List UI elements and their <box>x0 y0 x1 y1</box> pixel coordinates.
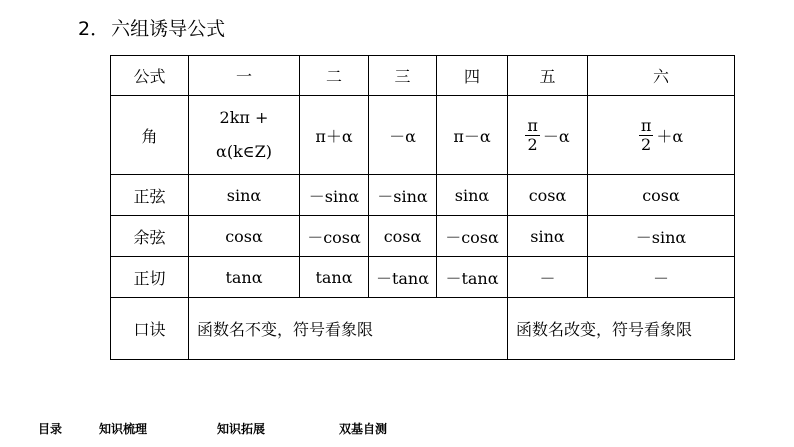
fraction-rest: ＋α <box>656 127 684 146</box>
angle-cell-3: －α <box>369 96 437 175</box>
angle-row <box>111 96 735 175</box>
col-header-4: 四 <box>437 56 508 96</box>
table-cell: sinα <box>189 175 300 216</box>
row-label-sine: 正弦 <box>111 175 189 216</box>
col-header-3: 三 <box>369 56 437 96</box>
nav-link-knowledge-review[interactable]: 知识梳理 <box>99 422 148 436</box>
table-cell: － <box>588 257 735 298</box>
row-label-tangent: 正切 <box>111 257 189 298</box>
fraction-denominator: 2 <box>640 135 652 154</box>
angle-label: 角 <box>111 96 189 175</box>
fraction-pi-over-2 <box>639 117 683 154</box>
col-header-1: 一 <box>189 56 300 96</box>
table-cell: sinα <box>508 216 588 257</box>
table-cell: － <box>508 257 588 298</box>
fraction-numerator: π <box>640 116 652 135</box>
table-cell: －sinα <box>369 175 437 216</box>
table-cell: sinα <box>437 175 508 216</box>
angle-1-line2: α(k∈Z) <box>216 142 272 161</box>
angle-cell-5 <box>508 96 588 175</box>
header-row <box>111 56 735 96</box>
nav-link-contents[interactable]: 目录 <box>38 422 63 436</box>
tangent-row <box>111 257 735 298</box>
section-title: 六组诱导公式 <box>111 18 226 40</box>
cosine-row <box>111 216 735 257</box>
table-cell: －cosα <box>437 216 508 257</box>
row-label-mnemonic: 口诀 <box>111 298 189 360</box>
angle-cell-2: π＋α <box>300 96 369 175</box>
corner-cell: 公式 <box>111 56 189 96</box>
table-cell: －sinα <box>588 216 735 257</box>
section-heading <box>78 14 225 41</box>
table-cell: cosα <box>588 175 735 216</box>
fraction-pi-over-2 <box>525 117 569 154</box>
table-cell: cosα <box>508 175 588 216</box>
footer-nav <box>0 420 794 440</box>
table-cell: cosα <box>189 216 300 257</box>
fraction-numerator: π <box>527 116 538 135</box>
nav-link-self-test[interactable]: 双基自测 <box>339 422 388 436</box>
induction-formula-table <box>110 55 735 360</box>
angle-1-line1: 2kπ + <box>219 108 269 127</box>
table-cell: －tanα <box>437 257 508 298</box>
mnemonic-row <box>111 298 735 360</box>
table-cell: cosα <box>369 216 437 257</box>
angle-cell-4: π－α <box>437 96 508 175</box>
angle-cell-1 <box>189 96 300 175</box>
section-number: 2． <box>78 18 110 40</box>
table-cell: －tanα <box>369 257 437 298</box>
col-header-5: 五 <box>508 56 588 96</box>
fraction-denominator: 2 <box>527 135 538 154</box>
table-cell: －sinα <box>300 175 369 216</box>
mnemonic-right: 函数名改变，符号看象限 <box>508 298 735 360</box>
row-label-cosine: 余弦 <box>111 216 189 257</box>
table-cell: tanα <box>189 257 300 298</box>
table-cell: tanα <box>300 257 369 298</box>
angle-cell-6 <box>588 96 735 175</box>
mnemonic-left: 函数名不变，符号看象限 <box>189 298 508 360</box>
col-header-6: 六 <box>588 56 735 96</box>
table-cell: －cosα <box>300 216 369 257</box>
nav-link-knowledge-extension[interactable]: 知识拓展 <box>217 422 266 436</box>
sine-row <box>111 175 735 216</box>
fraction-rest: －α <box>542 127 570 146</box>
col-header-2: 二 <box>300 56 369 96</box>
